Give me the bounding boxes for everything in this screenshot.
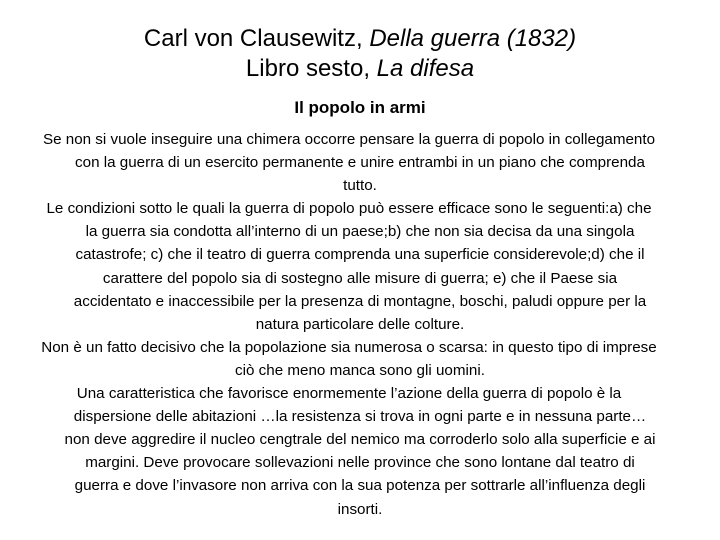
title-work: Della guerra (1832) (369, 25, 577, 52)
title-line-2 (0, 54, 720, 84)
paragraph-2: Le condizioni sotto le quali la guerra di popolo può essere efficace sono le seguenti:a) che la guerra sia condotta all’interno di un paese;b) che non sia decisa da una singola catastrofe; c) che il teatro di guerra comprenda una superficie considerevole;d) che il carattere del popolo sia di sostegno alle misure di guerra; e) che il Paese sia accidentato e inaccessibile per la presenza di montagne, boschi, paludi oppure per la natura particolare delle colture. (46, 200, 652, 333)
paragraph-3: Non è un fatto decisivo che la popolazione sia numerosa o scarsa: in questo tipo di imprese ciò che meno manca sono gli uomini. (41, 338, 657, 379)
slide-title (0, 24, 720, 84)
title-book: Libro sesto, (245, 55, 377, 82)
body-text (40, 128, 680, 521)
title-part: La difesa (376, 55, 475, 82)
title-line-1 (0, 24, 720, 54)
section-heading: Il popolo in armi (294, 98, 426, 117)
paragraph-1: Se non si vuole inseguire una chimera occorre pensare la guerra di popolo in collegamento con la guerra di un esercito permanente e unire entrambi in un piano che comprenda tutto. (42, 131, 656, 195)
title-author: Carl von Clausewitz, (143, 25, 370, 52)
paragraph-4: Una caratteristica che favorisce enormemente l’azione della guerra di popolo è la dispersione delle abitazioni …la resistenza si trova in ogni parte e in nessuna parte… non deve aggredire il nucleo cengtrale del nemico ma corroderlo solo alla superficie e ai margini. Deve provocare sollevazioni nelle province che sono lontane dal teatro di guerra e dove l’invasore non arriva con la sua potenza per sottrarle all’influenza degli insorti. (64, 385, 656, 518)
